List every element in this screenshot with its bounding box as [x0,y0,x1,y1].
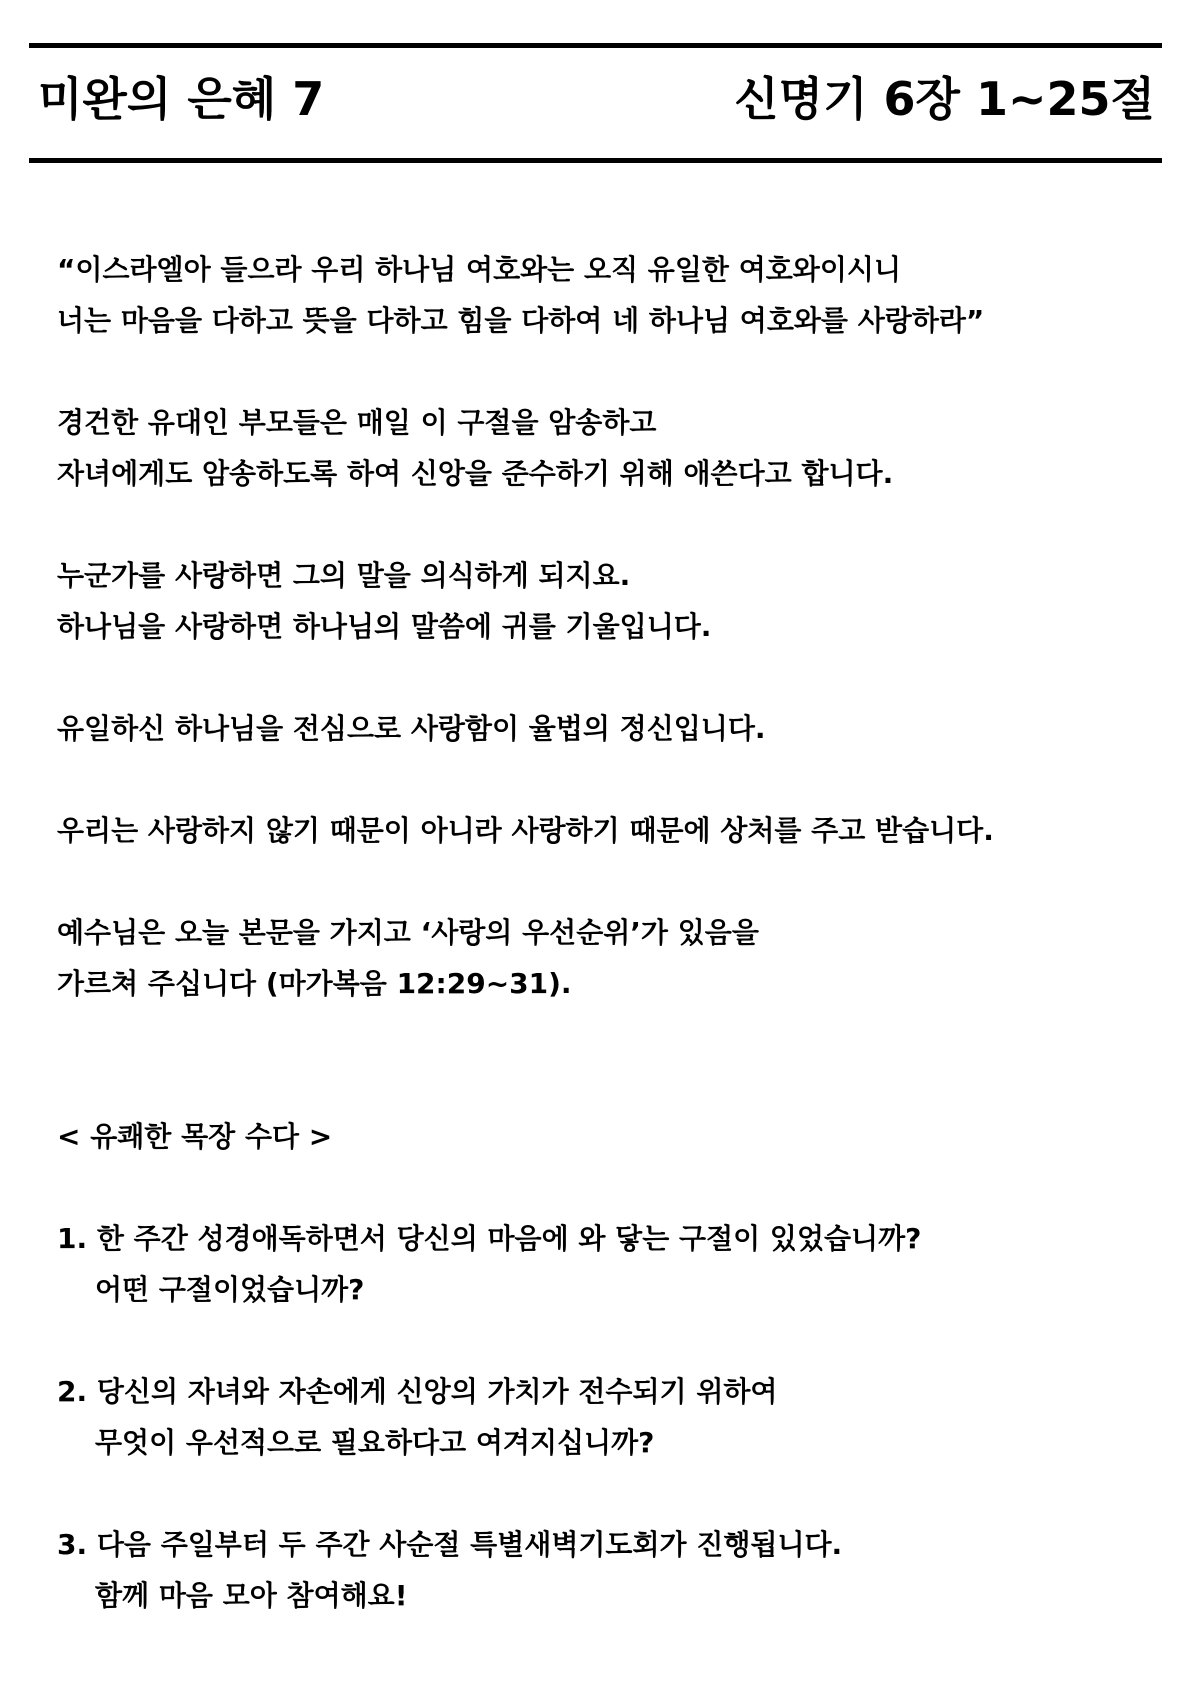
discussion-question [57,1366,1167,1468]
paragraph-line: “이스라엘아 들으라 우리 하나님 여호와는 오직 유일한 여호와이시니 [57,253,901,286]
paragraph-line: 하나님을 사랑하면 하나님의 말씀에 귀를 기울입니다. [57,610,712,643]
question-line: 3. 다음 주일부터 두 주간 사순절 특별새벽기도회가 진행됩니다. [57,1528,843,1561]
paragraph [57,550,1167,652]
question-line: 1. 한 주간 성경애독하면서 당신의 마음에 와 닿는 구절이 있었습니까? [57,1222,922,1255]
paragraph-line: 너는 마음을 다하고 뜻을 다하고 힘을 다하여 네 하나님 여호와를 사랑하라” [57,304,985,337]
paragraph [57,703,1167,754]
paragraph [57,397,1167,499]
paragraph [57,805,1167,856]
sermon-body [57,244,1167,1621]
question-line: 2. 당신의 자녀와 자손에게 신앙의 가치가 전수되기 위하여 [57,1375,778,1408]
question-line: 어떤 구절이었습니까? [95,1273,365,1306]
paragraph-line: 예수님은 오늘 본문을 가지고 ‘사랑의 우선순위’가 있음을 [57,916,759,949]
paragraph-line: 가르쳐 주십니다 (마가복음 12:29~31). [57,967,572,1000]
paragraph-line: 유일하신 하나님을 전심으로 사랑함이 율법의 정신입니다. [57,712,766,745]
discussion-question [57,1519,1167,1621]
header-bottom-rule [29,158,1162,163]
header-top-rule [29,43,1162,48]
paragraph-line: 자녀에게도 암송하도록 하여 신앙을 준수하기 위해 애쓴다고 합니다. [57,457,894,490]
paragraph [57,907,1167,1009]
question-line: 무엇이 우선적으로 필요하다고 여겨지십니까? [95,1426,655,1459]
paragraph-scripture-quote [57,244,1167,346]
sermon-title: 미완의 은혜 7 [38,72,325,126]
scripture-reference: 신명기 6장 1~25절 [734,72,1155,126]
paragraph-line: 우리는 사랑하지 않기 때문이 아니라 사랑하기 때문에 상처를 주고 받습니다. [57,814,994,847]
paragraph-line: 경건한 유대인 부모들은 매일 이 구절을 암송하고 [57,406,657,439]
question-line: 함께 마음 모아 참여해요! [95,1579,408,1612]
paragraph-line: 누군가를 사랑하면 그의 말을 의식하게 되지요. [57,559,631,592]
discussion-section-title: < 유쾌한 목장 수다 > [57,1120,333,1153]
discussion-question [57,1213,1167,1315]
